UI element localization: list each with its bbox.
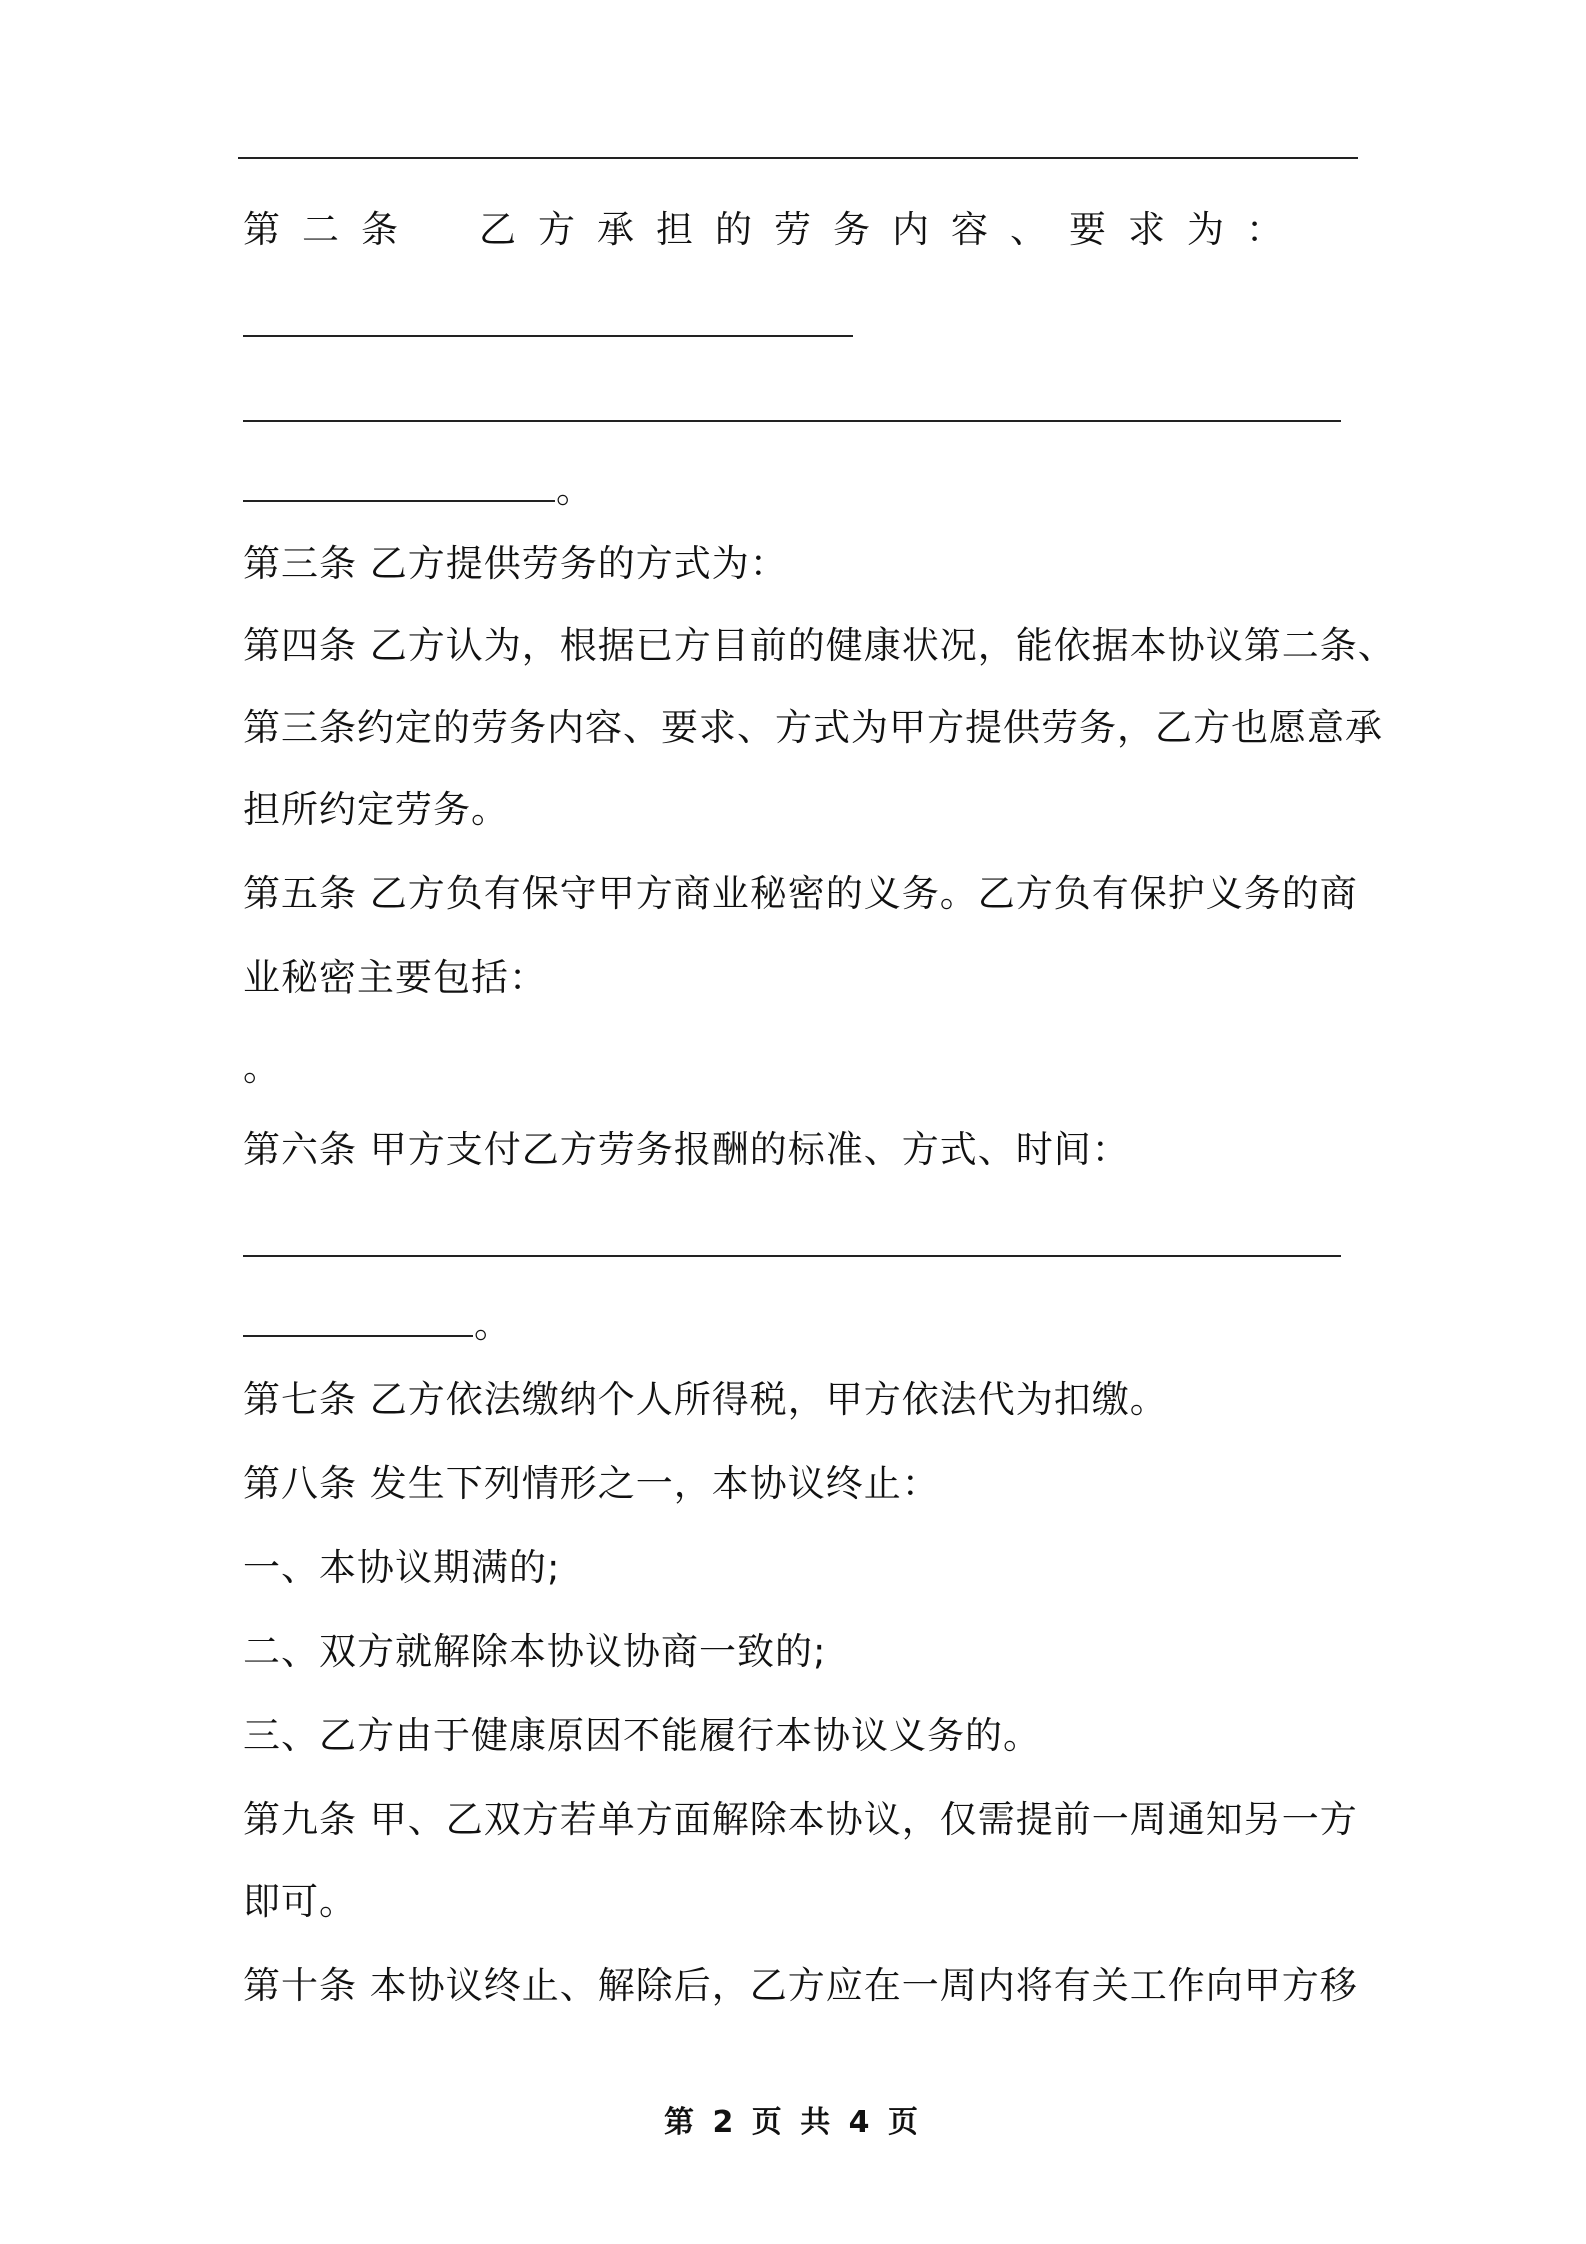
article-4-line-2: 第三条约定的劳务内容、要求、方式为甲方提供劳务，乙方也愿意承	[243, 706, 1383, 749]
article-9-line-1: 第九条 甲、乙双方若单方面解除本协议，仅需提前一周通知另一方	[243, 1798, 1358, 1841]
blank-line-3	[243, 500, 555, 502]
article-4-line-1: 第四条 乙方认为，根据已方目前的健康状况，能依据本协议第二条、	[243, 624, 1396, 667]
blank-line-1	[243, 335, 853, 337]
article-6-end-mark: 。	[474, 1303, 511, 1346]
header-rule	[238, 157, 1358, 159]
article-4-line-3: 担所约定劳务。	[243, 788, 509, 831]
blank-line-5	[243, 1335, 473, 1337]
article-5-line-1: 第五条 乙方负有保守甲方商业秘密的义务。乙方负有保护义务的商	[243, 872, 1358, 915]
article-7: 第七条 乙方依法缴纳个人所得税，甲方依法代为扣缴。	[243, 1378, 1168, 1421]
article-3: 第三条 乙方提供劳务的方式为：	[243, 542, 788, 585]
article-9-line-2: 即可。	[243, 1880, 357, 1923]
article-8-item-1: 一、本协议期满的;	[243, 1546, 561, 1589]
article-2-end-mark: 。	[556, 468, 593, 511]
article-10-line-1: 第十条 本协议终止、解除后，乙方应在一周内将有关工作向甲方移	[243, 1964, 1358, 2007]
page-number: 第 2 页 共 4 页	[664, 2105, 922, 2140]
article-6: 第六条 甲方支付乙方劳务报酬的标准、方式、时间：	[243, 1128, 1130, 1171]
article-5-line-2: 业秘密主要包括：	[243, 956, 547, 999]
blank-line-4	[243, 1255, 1341, 1257]
article-8-item-2: 二、双方就解除本协议协商一致的;	[243, 1630, 827, 1673]
blank-line-2	[243, 420, 1341, 422]
article-8: 第八条 发生下列情形之一，本协议终止：	[243, 1462, 940, 1505]
article-5-end-mark: 。	[243, 1046, 281, 1089]
article-2-heading: 第二条 乙方承担的劳务内容、要求为：	[243, 208, 1305, 251]
article-8-item-3: 三、乙方由于健康原因不能履行本协议义务的。	[243, 1714, 1041, 1757]
